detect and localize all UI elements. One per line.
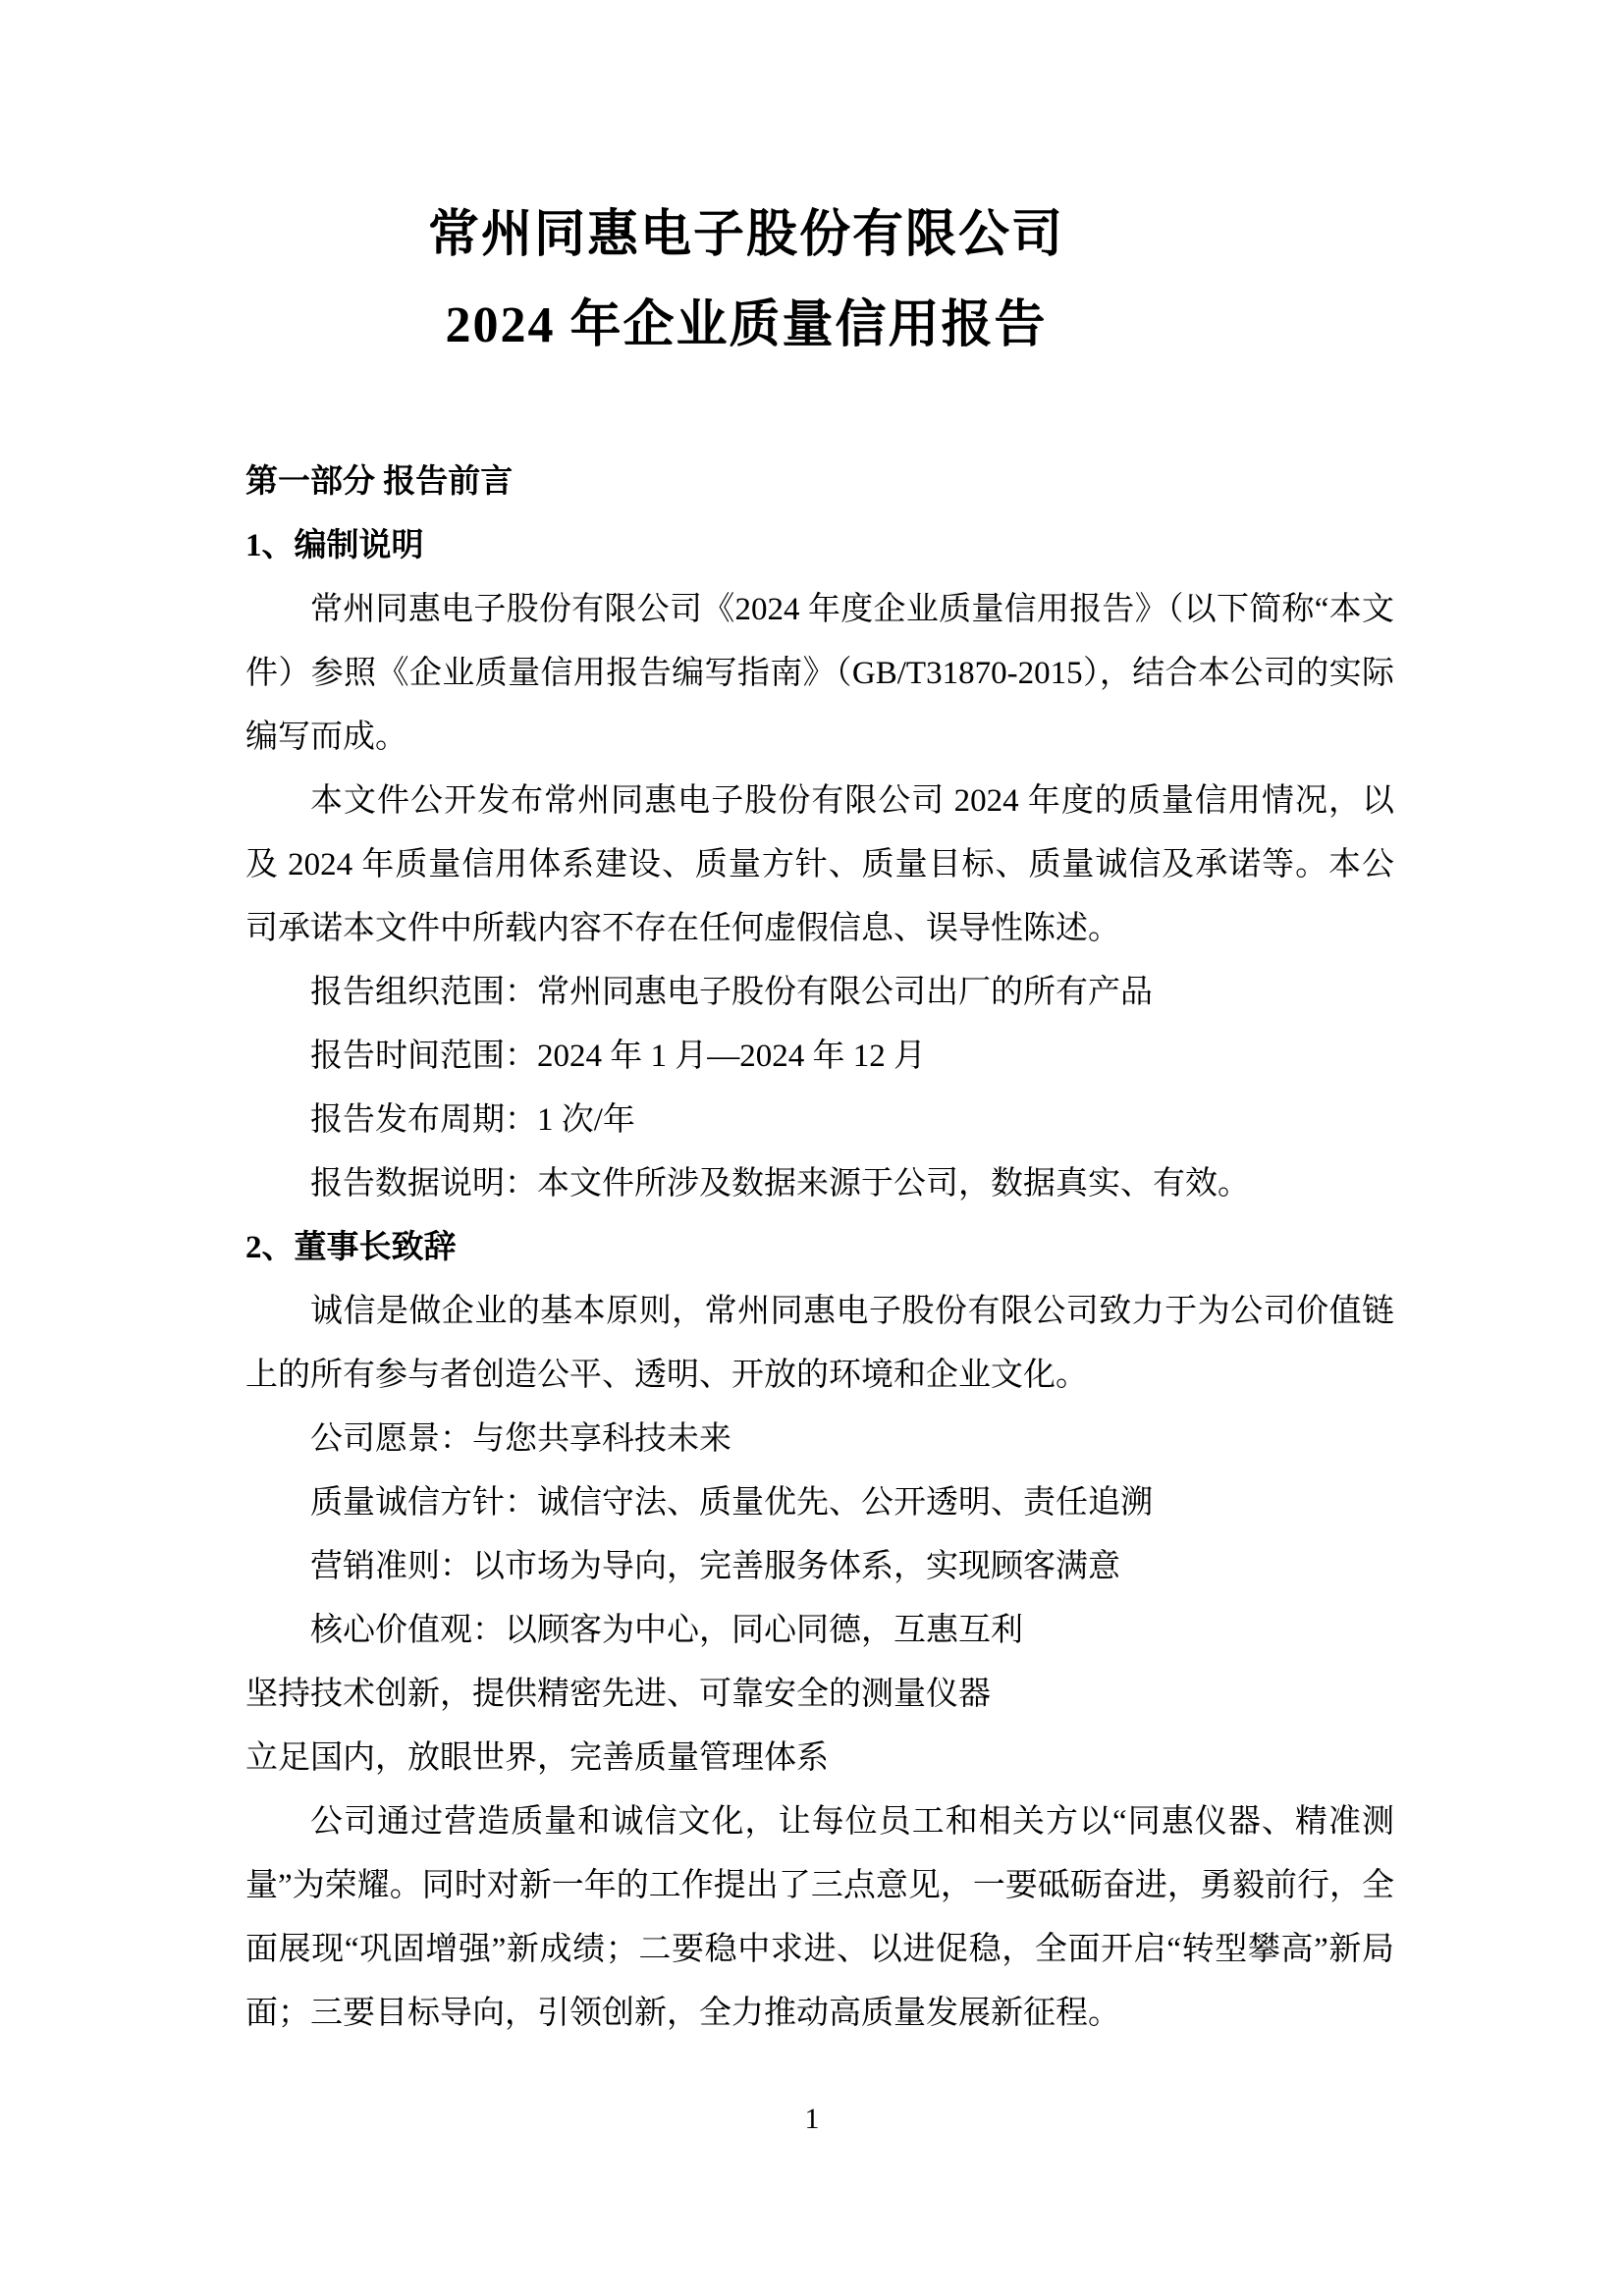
company-vision-line: 公司愿景：与您共享科技未来 bbox=[310, 1421, 731, 1457]
chairman-paragraph-1: 诚信是做企业的基本原则，常州同惠电子股份有限公司致力于为公司价值链上的所有参与者创造公平、透明、开放的环境和企业文化。 bbox=[245, 1294, 1394, 1393]
chairman-heading: 2、董事长致辞 bbox=[245, 1230, 457, 1265]
report-time-range-line: 报告时间范围：2024 年 1 月—2024 年 12 月 bbox=[310, 1039, 926, 1074]
marketing-principle-line: 营销准则：以市场为导向，完善服务体系，实现顾客满意 bbox=[310, 1549, 1120, 1584]
core-values-line-3: 立足国内，放眼世界，完善质量管理体系 bbox=[245, 1740, 829, 1776]
document-body bbox=[245, 451, 1394, 2046]
report-scope-line: 报告组织范围：常州同惠电子股份有限公司出厂的所有产品 bbox=[310, 975, 1153, 1010]
compilation-paragraph-2: 本文件公开发布常州同惠电子股份有限公司 2024 年度的质量信用情况，以及 2024 年质量信用体系建设、质量方针、质量目标、质量诚信及承诺等。本公司承诺本文件中所载内容不存在任何虚假信息、误导性陈述。 bbox=[245, 783, 1394, 946]
chairman-paragraph-2: 公司通过营造质量和诚信文化，让每位员工和相关方以“同惠仪器、精准测量”为荣耀。同时对新一年的工作提出了三点意见，一要砥砺奋进，勇毅前行，全面展现“巩固增强”新成绩；二要稳中求进、以进促稳，全面开启“转型攀高”新局面；三要目标导向，引领创新，全力推动高质量发展新征程。 bbox=[245, 1804, 1394, 2031]
core-values-line-2: 坚持技术创新，提供精密先进、可靠安全的测量仪器 bbox=[245, 1677, 991, 1712]
title-block bbox=[0, 0, 1624, 355]
page-number: 1 bbox=[804, 2103, 820, 2135]
compilation-heading: 1、编制说明 bbox=[245, 528, 424, 563]
quality-integrity-policy-line: 质量诚信方针：诚信守法、质量优先、公开透明、责任追溯 bbox=[310, 1485, 1153, 1521]
part1-heading: 第一部分 报告前言 bbox=[245, 464, 514, 500]
document-subtitle: 2024 年企业质量信用报告 bbox=[445, 297, 1048, 353]
report-frequency-line: 报告发布周期：1 次/年 bbox=[310, 1102, 635, 1138]
core-values-line-1: 核心价值观：以顾客为中心，同心同德，互惠互利 bbox=[310, 1613, 1023, 1648]
report-data-note-line: 报告数据说明：本文件所涉及数据来源于公司，数据真实、有效。 bbox=[310, 1166, 1250, 1201]
document-title: 常州同惠电子股份有限公司 bbox=[427, 207, 1064, 263]
compilation-paragraph-1: 常州同惠电子股份有限公司《2024 年度企业质量信用报告》（以下简称“本文件）参照《企业质量信用报告编写指南》（GB/T31870-2015），结合本公司的实际编写而成。 bbox=[245, 592, 1394, 755]
